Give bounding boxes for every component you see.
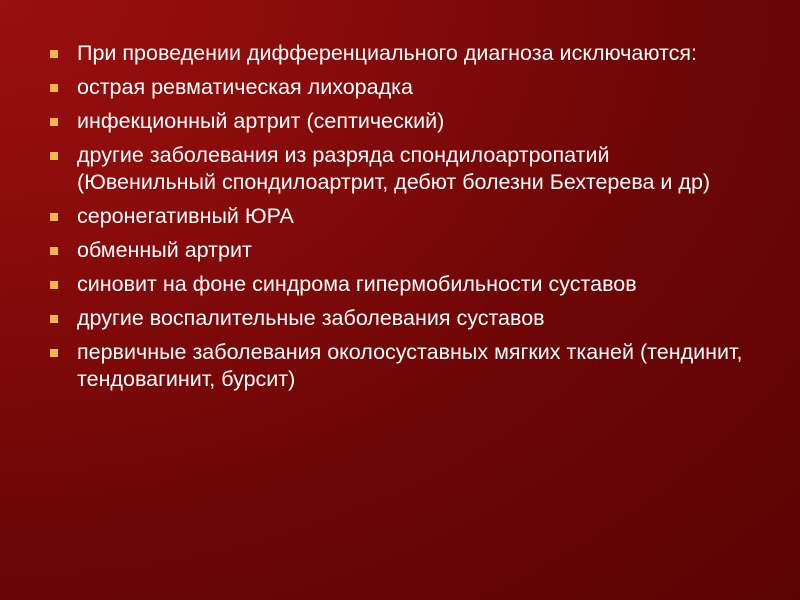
bullet-item	[50, 271, 750, 298]
bullet-item	[50, 305, 750, 332]
bullet-item	[50, 339, 750, 393]
bullet-text: При проведении дифференциального диагноза исключаются:	[77, 41, 697, 65]
bullet-item	[50, 40, 750, 67]
square-bullet-icon	[50, 281, 58, 289]
bullet-item	[50, 142, 750, 196]
square-bullet-icon	[50, 213, 58, 221]
bullet-text: обменный артрит	[77, 238, 252, 262]
bullet-item	[50, 74, 750, 101]
bullet-text: острая ревматическая лихорадка	[77, 75, 413, 99]
bullet-list	[50, 40, 750, 400]
square-bullet-icon	[50, 50, 58, 58]
square-bullet-icon	[50, 84, 58, 92]
square-bullet-icon	[50, 315, 58, 323]
bullet-text: первичные заболевания околосуставных мягких тканей (тендинит, тендовагинит, бурсит)	[77, 340, 743, 391]
bullet-text: синовит на фоне синдрома гипермобильности суставов	[77, 272, 637, 296]
bullet-item	[50, 237, 750, 264]
bullet-item	[50, 203, 750, 230]
bullet-text: другие заболевания из разряда спондилоартропатий (Ювенильный спондилоартрит, дебют болезни Бехтерева и др)	[77, 143, 711, 194]
bullet-text: серонегативный ЮРА	[77, 204, 294, 228]
square-bullet-icon	[50, 152, 58, 160]
bullet-item	[50, 108, 750, 135]
bullet-text: инфекционный артрит (септический)	[77, 109, 445, 133]
square-bullet-icon	[50, 349, 58, 357]
square-bullet-icon	[50, 118, 58, 126]
bullet-text: другие воспалительные заболевания суставов	[77, 306, 545, 330]
square-bullet-icon	[50, 247, 58, 255]
